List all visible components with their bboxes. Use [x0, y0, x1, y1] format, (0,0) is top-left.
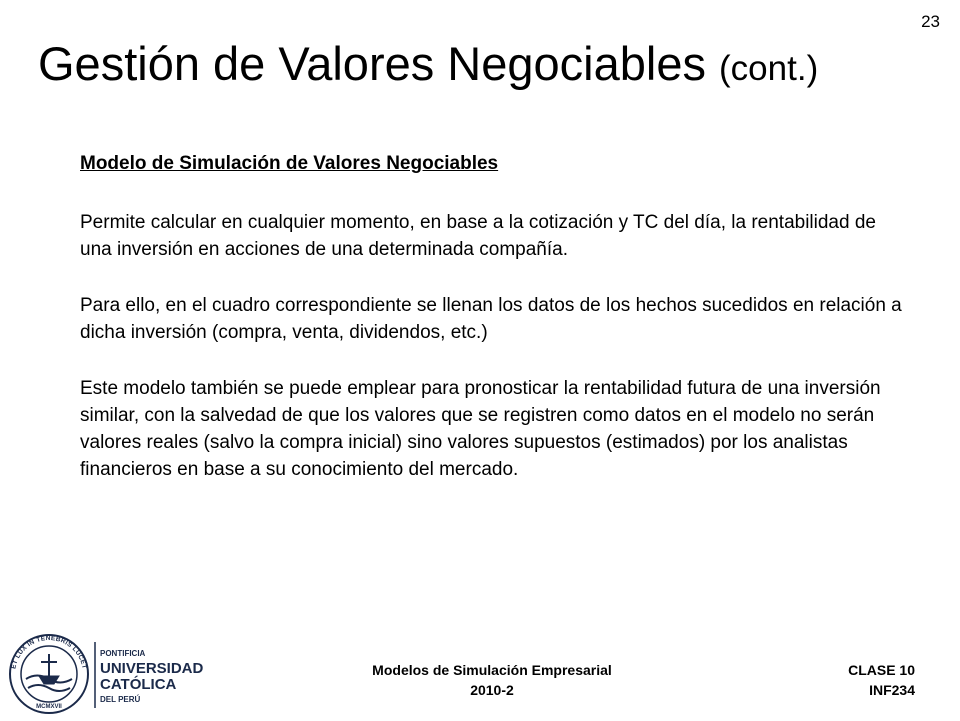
logo-text-line2: UNIVERSIDAD [100, 660, 204, 677]
paragraph-2: Para ello, en el cuadro correspondiente se llenan los datos de los hechos sucedidos en relación a dicha inversión (compra, venta, dividendos, etc.) [80, 295, 902, 343]
footer-class: CLASE 10 [848, 662, 915, 678]
title-main: Gestión de Valores Negociables [38, 37, 706, 90]
footer-class-info [848, 660, 915, 700]
title-suffix: (cont.) [719, 49, 819, 88]
slide-number: 23 [921, 12, 940, 31]
logo-text-line1: PONTIFICIA [100, 649, 146, 658]
footer-course-info [0, 660, 960, 700]
section-subtitle: Modelo de Simulación de Valores Negociables [80, 153, 499, 174]
seal-motto: ET LUX IN TENEBRIS LUCET [10, 634, 88, 670]
footer-term: 2010-2 [470, 682, 514, 698]
paragraph-3: Este modelo también se puede emplear para pronosticar la rentabilidad futura de una inversión similar, con la salvedad de que los valores que se registren como datos en el modelo no serán valores reales (salvo la compra inicial) sino valores supuestos (estimados) por los analistas financieros en base a su conocimiento del mercado. [80, 378, 881, 480]
paragraph-1: Permite calcular en cualquier momento, en base a la cotización y TC del día, la rentabilidad de una inversión en acciones de una determinada compañía. [80, 212, 876, 260]
slide-title [38, 38, 940, 90]
seal-year: MCMXVII [36, 704, 62, 710]
footer-course-name: Modelos de Simulación Empresarial [372, 662, 612, 678]
footer-code: INF234 [869, 682, 915, 698]
logo-text-line3: CATÓLICA [100, 676, 177, 693]
slide-content [80, 150, 910, 512]
logo-text-line4: DEL PERÚ [100, 695, 141, 704]
